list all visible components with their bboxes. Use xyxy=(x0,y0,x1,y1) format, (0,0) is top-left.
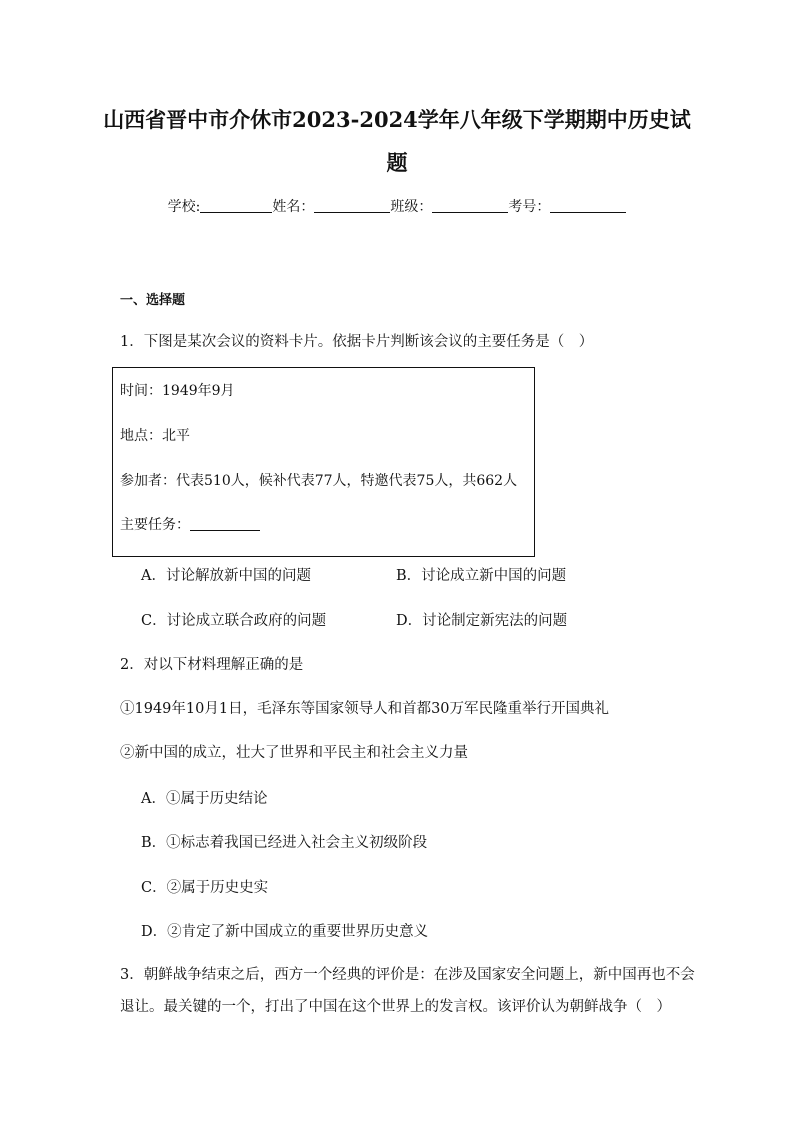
question-3-stem-line-1: 3．朝鲜战争结束之后，西方一个经典的评价是：在涉及国家安全问题上，新中国再也不会 xyxy=(120,967,695,983)
page-title-continued: 题 xyxy=(386,150,408,175)
page-title: 山西省晋中市介休市2023-2024学年八年级下学期期中历史试 xyxy=(103,107,691,132)
exam-number-label: 考号： xyxy=(508,199,551,215)
question-2-option-c[interactable]: C．②属于历史史实 xyxy=(141,880,269,896)
question-2-option-d[interactable]: D．②肯定了新中国成立的重要世界历史意义 xyxy=(141,924,429,940)
question-2-option-b[interactable]: B．①标志着我国已经进入社会主义初级阶段 xyxy=(141,835,428,851)
question-1-stem: 1．下图是某次会议的资料卡片。依据卡片判断该会议的主要任务是（ ） xyxy=(120,334,594,350)
question-1-option-b[interactable]: B．讨论成立新中国的问题 xyxy=(396,568,567,584)
card-task-label: 主要任务： xyxy=(120,517,190,533)
school-label: 学校: xyxy=(167,199,201,215)
question-2-material-1: ①1949年10月1日，毛泽东等国家领导人和首都30万军民隆重举行开国典礼 xyxy=(120,701,610,717)
name-blank[interactable] xyxy=(314,198,390,213)
card-place: 地点：北平 xyxy=(120,428,190,444)
school-blank[interactable] xyxy=(200,198,272,213)
name-label: 姓名： xyxy=(272,199,315,215)
student-info-line xyxy=(0,196,794,216)
class-label: 班级： xyxy=(390,199,433,215)
card-task-row xyxy=(120,514,260,534)
question-2-option-a[interactable]: A．①属于历史结论 xyxy=(141,791,268,807)
question-3-stem-line-2: 退让。最关键的一个，打出了中国在这个世界上的发言权。该评价认为朝鲜战争（ ） xyxy=(120,999,671,1015)
question-1-option-d[interactable]: D．讨论制定新宪法的问题 xyxy=(396,613,568,629)
card-time: 时间：1949年9月 xyxy=(120,383,235,399)
question-2-stem: 2．对以下材料理解正确的是 xyxy=(120,657,304,673)
class-blank[interactable] xyxy=(432,198,508,213)
question-1-option-c[interactable]: C．讨论成立联合政府的问题 xyxy=(141,613,327,629)
section-title: 一、选择题 xyxy=(120,293,186,308)
question-1-option-a[interactable]: A．讨论解放新中国的问题 xyxy=(141,568,311,584)
card-task-blank xyxy=(190,516,260,531)
exam-number-blank[interactable] xyxy=(550,198,626,213)
card-participants: 参加者：代表510人，候补代表77人，特邀代表75人，共662人 xyxy=(120,473,518,489)
question-2-material-2: ②新中国的成立，壮大了世界和平民主和社会主义力量 xyxy=(120,745,468,761)
